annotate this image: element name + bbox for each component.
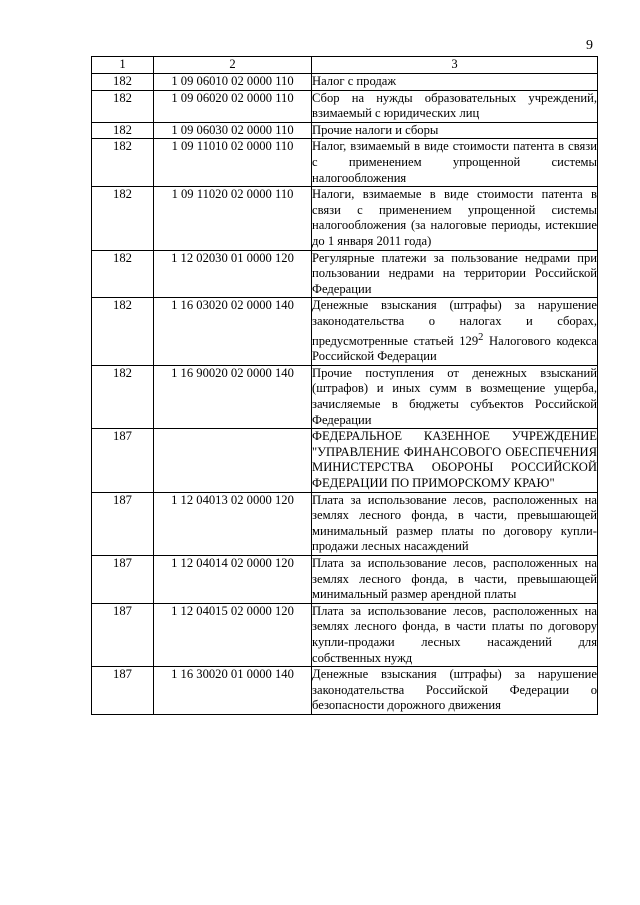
budget-classification-code-cell: 1 12 04014 02 0000 120 [154,556,312,604]
table-body [92,74,598,715]
admin-code-cell: 182 [92,365,154,428]
admin-code-cell: 187 [92,492,154,555]
column-header-1: 1 [92,57,154,74]
budget-classification-code-cell: 1 12 04015 02 0000 120 [154,603,312,666]
revenue-name-cell [312,556,598,604]
admin-code-cell: 187 [92,603,154,666]
table-row [92,139,598,187]
admin-code-cell: 187 [92,667,154,715]
budget-classification-code-cell: 1 12 02030 01 0000 120 [154,250,312,298]
revenue-name-text: Прочие налоги и сборы [312,122,439,137]
revenue-name-cell [312,122,598,139]
revenue-name-cell [312,90,598,122]
revenue-name-cell [312,139,598,187]
revenue-name-cell [312,429,598,492]
table-row [92,667,598,715]
table-row [92,187,598,250]
article-superscript: 2 [478,331,484,343]
budget-classification-code-cell: 1 09 06020 02 0000 110 [154,90,312,122]
budget-classification-code-cell: 1 09 06030 02 0000 110 [154,122,312,139]
admin-code-cell: 182 [92,139,154,187]
revenue-name-cell [312,603,598,666]
revenue-name-text: Налог с продаж [312,74,397,88]
revenue-name-cell [312,74,598,91]
admin-code-cell: 182 [92,90,154,122]
budget-classification-code-cell: 1 09 11010 02 0000 110 [154,139,312,187]
revenue-name-text: Плата за использование лесов, расположенных на землях лесного фонда, в части, превышающей минимальный размер арендной платы [312,556,597,602]
revenue-name-text: Налоги, взимаемые в виде стоимости патента в связи с применением упрощенной системы налогообложения (за налоговые периоды, истекшие до 1 января 2011 года) [312,187,597,248]
admin-code-cell: 182 [92,74,154,91]
revenue-name-text: ФЕДЕРАЛЬНОЕ КАЗЕННОЕ УЧРЕЖДЕНИЕ "УПРАВЛЕНИЕ ФИНАНСОВОГО ОБЕСПЕЧЕНИЯ МИНИСТЕРСТВА ОБОРОНЫ РОССИЙСКОЙ ФЕДЕРАЦИИ ПО ПРИМОРСКОМУ КРАЮ" [312,429,597,491]
admin-code-cell: 182 [92,298,154,366]
table-row [92,603,598,666]
admin-code-cell: 187 [92,556,154,604]
budget-classification-code-cell: 1 09 06010 02 0000 110 [154,74,312,91]
table-row [92,298,598,366]
table-row [92,74,598,91]
admin-code-cell: 182 [92,250,154,298]
revenue-name-text-tail: Налогового кодекса Российской Федерации [312,333,597,364]
page-number: 9 [586,38,593,53]
table-row [92,492,598,555]
budget-classification-code-cell [154,429,312,492]
revenue-name-cell [312,492,598,555]
revenue-name-text: Денежные взыскания (штрафы) за нарушение законодательства о налогах и сборах, предусмотренные статьей 129 [312,298,597,348]
revenue-name-cell [312,365,598,428]
table-row [92,365,598,428]
column-header-2: 2 [154,57,312,74]
revenue-name-text: Плата за использование лесов, расположенных на землях лесного фонда, в части платы по договору купли-продажи лесных насаждений для собственных нужд [312,603,597,665]
revenue-name-text: Денежные взыскания (штрафы) за нарушение законодательства Российской Федерации о безопасности дорожного движения [312,667,597,713]
revenue-name-text: Прочие поступления от денежных взысканий (штрафов) и иных сумм в возмещение ущерба, зачисляемые в бюджеты субъектов Российской Федерации [312,365,597,427]
budget-classification-code-cell: 1 12 04013 02 0000 120 [154,492,312,555]
revenue-classification-table [91,56,598,715]
budget-classification-code-cell: 1 16 30020 01 0000 140 [154,667,312,715]
table-row [92,122,598,139]
table-row [92,90,598,122]
revenue-name-cell [312,187,598,250]
admin-code-cell: 182 [92,187,154,250]
table-row [92,250,598,298]
table-header-row [92,57,598,74]
budget-classification-code-cell: 1 16 90020 02 0000 140 [154,365,312,428]
revenue-name-cell [312,250,598,298]
revenue-name-text: Регулярные платежи за пользование недрами при пользовании недрами на территории Российской Федерации [312,250,597,296]
admin-code-cell: 187 [92,429,154,492]
column-header-3: 3 [312,57,598,74]
table-row [92,429,598,492]
revenue-name-text: Плата за использование лесов, расположенных на землях лесного фонда, в части, превышающей минимальный размер платы по договору купли-продажи лесных насаждений [312,492,597,554]
revenue-name-text: Сбор на нужды образовательных учреждений, взимаемый с юридических лиц [312,90,597,121]
revenue-name-cell [312,298,598,366]
revenue-name-text: Налог, взимаемый в виде стоимости патента в связи с применением упрощенной системы налогообложения [312,139,597,185]
table-row [92,556,598,604]
budget-classification-code-cell: 1 16 03020 02 0000 140 [154,298,312,366]
revenue-name-cell [312,667,598,715]
budget-classification-code-cell: 1 09 11020 02 0000 110 [154,187,312,250]
admin-code-cell: 182 [92,122,154,139]
